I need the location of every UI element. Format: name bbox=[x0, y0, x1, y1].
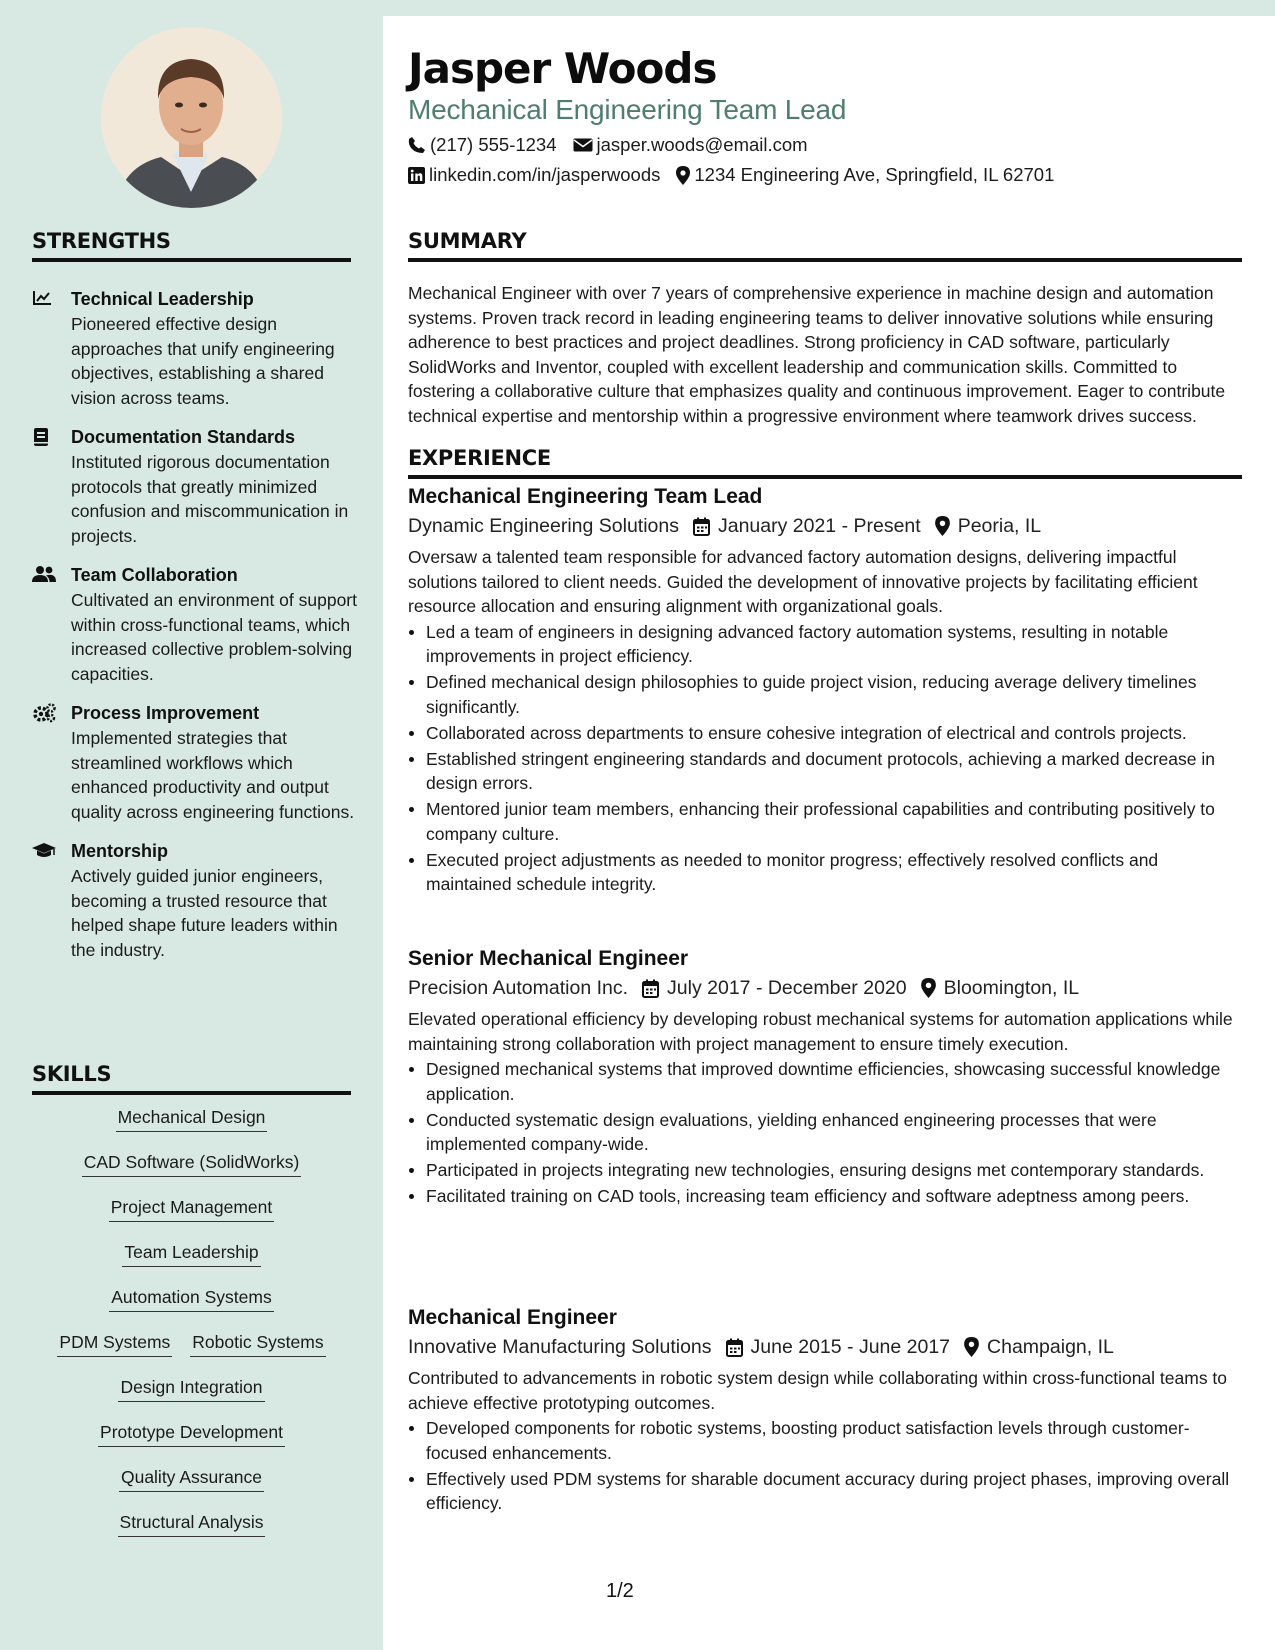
job-meta bbox=[408, 511, 1242, 541]
phone-icon bbox=[408, 136, 426, 154]
calendar-icon bbox=[726, 1338, 743, 1357]
list-item: Defined mechanical design philosophies to guide project vision, reducing average delivery timelines significantly. bbox=[408, 670, 1242, 719]
job-dates: January 2021 - Present bbox=[717, 515, 921, 537]
email-contact[interactable] bbox=[573, 134, 808, 156]
address-text: 1234 Engineering Ave, Springfield, IL 62701 bbox=[694, 164, 1055, 185]
strengths-list bbox=[32, 287, 362, 977]
email-text: jasper.woods@email.com bbox=[596, 134, 808, 155]
job-title: Mechanical Engineer bbox=[408, 1306, 617, 1329]
address-contact bbox=[676, 164, 1054, 186]
summary-text: Mechanical Engineer with over 7 years of comprehensive experience in machine design and automation systems. Proven track record in leading engineering teams to deliver innovative solutions while ensuring adherence to best practices and project deadlines. Strong proficiency in CAD software, particularly SolidWorks and Inventor, coupled with excellent leadership and communication skills. Committed to fostering a collaborative culture that emphasizes quality and continuous improvement. Eager to contribute technical expertise and mentorship within a progressive environment where teamwork drives success. bbox=[408, 283, 1226, 426]
linkedin-contact[interactable] bbox=[408, 164, 660, 186]
summary-heading: SUMMARY bbox=[408, 229, 1242, 262]
list-item: Collaborated across departments to ensure cohesive integration of electrical and controls projects. bbox=[408, 721, 1242, 746]
strength-title: Process Improvement bbox=[71, 703, 260, 723]
strength-item bbox=[32, 287, 362, 410]
job-entry bbox=[408, 483, 1242, 898]
list-item: Mentored junior team members, enhancing their professional capabilities and contributing positively to company culture. bbox=[408, 797, 1242, 846]
skill-tag: Prototype Development bbox=[98, 1421, 285, 1447]
skill-tag: Project Management bbox=[109, 1196, 274, 1222]
phone-text: (217) 555-1234 bbox=[430, 134, 557, 155]
job-entry bbox=[408, 945, 1242, 1210]
list-item: Conducted systematic design evaluations, yielding enhanced engineering processes that were implemented company-wide. bbox=[408, 1108, 1242, 1157]
job-title: Mechanical Engineering Team Lead bbox=[408, 485, 763, 508]
experience-heading: EXPERIENCE bbox=[408, 446, 1242, 479]
skill-tag: Automation Systems bbox=[109, 1286, 273, 1312]
job-location: Champaign, IL bbox=[987, 1336, 1114, 1358]
job-description: Elevated operational efficiency by developing robust mechanical systems for automation applications while maintaining strong collaboration with project management to ensure timely execution. bbox=[408, 1009, 1233, 1054]
skill-tag: CAD Software (SolidWorks) bbox=[82, 1151, 302, 1177]
strength-item bbox=[32, 563, 362, 686]
chart-line-icon bbox=[32, 289, 56, 309]
company-name: Dynamic Engineering Solutions bbox=[408, 515, 679, 537]
strength-title: Documentation Standards bbox=[71, 427, 296, 447]
skills-heading: SKILLS bbox=[32, 1062, 351, 1095]
job-location: Bloomington, IL bbox=[943, 977, 1080, 999]
skill-tag: Mechanical Design bbox=[116, 1106, 268, 1132]
map-pin-icon bbox=[921, 978, 936, 998]
candidate-name: Jasper Woods bbox=[408, 44, 717, 93]
envelope-icon bbox=[573, 137, 593, 153]
job-bullets bbox=[408, 1416, 1242, 1516]
strength-desc: Implemented strategies that streamlined workflows which enhanced productivity and output quality across engineering functions. bbox=[71, 728, 355, 822]
strength-desc: Actively guided junior engineers, becoming a trusted resource that helped shape future leaders within the industry. bbox=[71, 866, 338, 960]
job-description: Contributed to advancements in robotic system design while collaborating within cross-functional teams to achieve effective prototyping outcomes. bbox=[408, 1368, 1228, 1413]
skill-tag: Design Integration bbox=[118, 1376, 264, 1402]
skill-tag: Structural Analysis bbox=[118, 1511, 266, 1537]
phone-contact[interactable] bbox=[408, 134, 557, 156]
list-item: Participated in projects integrating new technologies, ensuring designs met contemporary standards. bbox=[408, 1158, 1242, 1183]
calendar-icon bbox=[642, 979, 659, 998]
company-name: Innovative Manufacturing Solutions bbox=[408, 1336, 712, 1358]
linkedin-text: linkedin.com/in/jasperwoods bbox=[429, 164, 661, 185]
linkedin-icon bbox=[408, 167, 425, 184]
job-dates: June 2015 - June 2017 bbox=[750, 1336, 951, 1358]
job-entry bbox=[408, 1304, 1242, 1517]
skill-tag: Quality Assurance bbox=[119, 1466, 264, 1492]
map-pin-icon bbox=[935, 516, 950, 536]
job-location: Peoria, IL bbox=[957, 515, 1042, 537]
users-icon bbox=[32, 565, 56, 585]
skill-tag: Robotic Systems bbox=[190, 1331, 325, 1357]
job-bullets bbox=[408, 620, 1242, 897]
job-meta bbox=[408, 1332, 1242, 1362]
strength-desc: Pioneered effective design approaches that unify engineering objectives, establishing a shared vision across teams. bbox=[71, 314, 335, 408]
list-item: Effectively used PDM systems for sharable document accuracy during project phases, improving overall efficiency. bbox=[408, 1467, 1242, 1516]
map-pin-icon bbox=[964, 1337, 979, 1357]
list-item: Executed project adjustments as needed to monitor progress; effectively resolved conflicts and maintained schedule integrity. bbox=[408, 848, 1242, 897]
gears-icon bbox=[32, 703, 56, 723]
profile-photo bbox=[101, 27, 282, 208]
skill-tag: Team Leadership bbox=[122, 1241, 260, 1267]
calendar-icon bbox=[693, 517, 710, 536]
list-item: Led a team of engineers in designing advanced factory automation systems, resulting in notable improvements in project efficiency. bbox=[408, 620, 1242, 669]
main-content bbox=[383, 16, 1275, 1650]
strength-item bbox=[32, 839, 362, 962]
strength-title: Team Collaboration bbox=[71, 565, 238, 585]
map-pin-icon bbox=[676, 166, 690, 185]
skill-tag: PDM Systems bbox=[57, 1331, 172, 1357]
job-description: Oversaw a talented team responsible for advanced factory automation designs, delivering impactful solutions tailored to client needs. Guided the development of innovative projects by facilitating efficient resource allocation and ensuring alignment with organizational goals. bbox=[408, 547, 1198, 616]
list-item: Developed components for robotic systems, boosting product satisfaction levels through customer-focused enhancements. bbox=[408, 1416, 1242, 1465]
job-meta bbox=[408, 973, 1242, 1003]
strength-item bbox=[32, 701, 362, 824]
list-item: Designed mechanical systems that improved downtime efficiencies, showcasing successful knowledge application. bbox=[408, 1057, 1242, 1106]
graduation-cap-icon bbox=[32, 841, 56, 861]
strength-desc: Instituted rigorous documentation protocols that greatly minimized confusion and miscommunication in projects. bbox=[71, 452, 349, 546]
skills-list bbox=[32, 1106, 351, 1556]
job-bullets bbox=[408, 1057, 1242, 1209]
page-number: 1/2 bbox=[606, 1580, 634, 1602]
company-name: Precision Automation Inc. bbox=[408, 977, 629, 999]
strength-title: Technical Leadership bbox=[71, 289, 254, 309]
strength-desc: Cultivated an environment of support within cross-functional teams, which increased collective problem-solving capacities. bbox=[71, 590, 357, 684]
strengths-heading: STRENGTHS bbox=[32, 229, 351, 262]
candidate-title: Mechanical Engineering Team Lead bbox=[408, 94, 847, 125]
job-dates: July 2017 - December 2020 bbox=[667, 977, 907, 999]
sidebar bbox=[0, 0, 383, 1650]
list-item: Facilitated training on CAD tools, increasing team efficiency and software adeptness among peers. bbox=[408, 1184, 1242, 1209]
list-item: Established stringent engineering standards and document protocols, achieving a marked decrease in design errors. bbox=[408, 747, 1242, 796]
book-icon bbox=[32, 427, 56, 447]
strength-title: Mentorship bbox=[71, 841, 168, 861]
job-title: Senior Mechanical Engineer bbox=[408, 947, 689, 970]
contact-row bbox=[408, 164, 1070, 186]
contact-row bbox=[408, 134, 824, 156]
strength-item bbox=[32, 425, 362, 548]
